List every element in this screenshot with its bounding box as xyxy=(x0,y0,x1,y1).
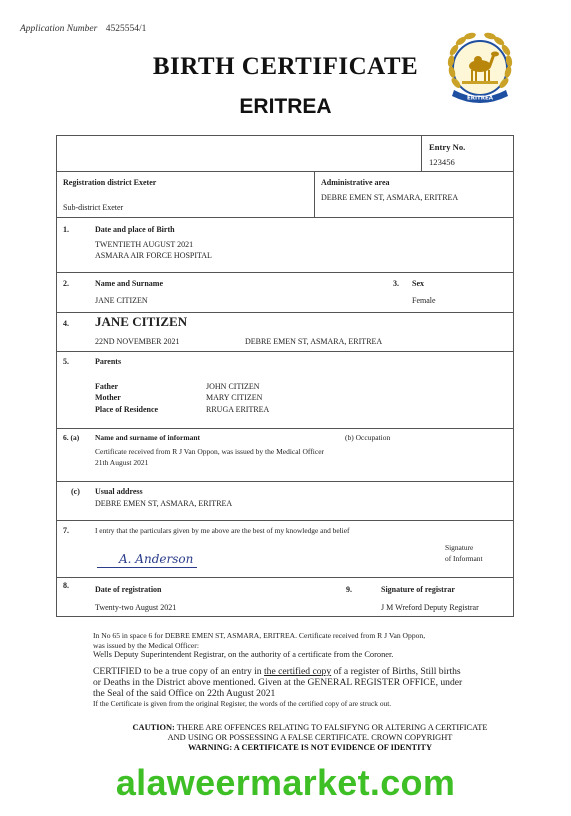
caution-text: THERE ARE OFFENCES RELATING TO FALSIFYNG OR ALTERING A CERTIFICATE xyxy=(174,723,488,732)
divider xyxy=(57,171,513,172)
registration-district: Registration district Exeter xyxy=(63,178,157,187)
divider xyxy=(57,312,513,313)
divider xyxy=(314,171,315,217)
sex-label: Sex xyxy=(412,279,424,288)
certified-line-2: or Deaths in the District above mentioned. Given at the GENERAL REGISTER OFFICE, under xyxy=(93,676,463,688)
seal-text: ERITREA xyxy=(466,95,494,102)
signature-underline xyxy=(97,567,197,568)
entry-label: Entry No. xyxy=(429,142,466,152)
informant-signature: A. Anderson xyxy=(119,552,194,566)
informant-line-2: 21th August 2021 xyxy=(95,458,149,467)
registration-date-value: Twenty-two August 2021 xyxy=(95,603,177,612)
residence-label: Place of Residence xyxy=(95,405,159,414)
sub-district: Sub-district Exeter xyxy=(63,203,124,212)
father-label: Father xyxy=(95,382,119,391)
caution-warning: WARNING: A CERTIFICATE IS NOT EVIDENCE OF IDENTITY xyxy=(187,743,433,752)
divider xyxy=(57,217,513,218)
application-label: Application Number xyxy=(20,24,98,34)
section-1-number: 1. xyxy=(63,225,69,234)
usual-address-value: DEBRE EMEN ST, ASMARA, ERITREA xyxy=(95,499,233,508)
certified-paragraph xyxy=(93,667,523,708)
mother-label: Mother xyxy=(95,393,121,402)
section-6c-number: (c) xyxy=(71,487,80,496)
divider xyxy=(421,136,422,171)
site-watermark: alaweermarket.com xyxy=(115,762,456,803)
registrar-signature-value: J M Wreford Deputy Registrar xyxy=(381,603,479,612)
divider xyxy=(57,481,513,482)
certificate-form xyxy=(56,135,514,617)
notes-line: In No 65 in space 6 for DEBRE EMEN ST, ASMARA, ERITREA. Certificate received from R J Van Oppon, xyxy=(93,631,426,640)
birth-date: TWENTIETH AUGUST 2021 xyxy=(95,240,194,249)
document-title: BIRTH CERTIFICATE xyxy=(152,53,419,80)
certified-text: of a register of Births, Still births xyxy=(331,666,461,677)
certified-line-4: If the Certificate is given from the original Register, the words of the certified copy of are struck out. xyxy=(93,699,392,709)
notes-line: Wells Deputy Superintendent Registrar, on the authority of a certificate from the Coroner. xyxy=(93,650,394,660)
child-name: JANE CITIZEN xyxy=(95,314,188,329)
birth-place: ASMARA AIR FORCE HOSPITAL xyxy=(95,251,212,260)
divider xyxy=(57,577,513,578)
certified-underlined: the certified copy xyxy=(264,666,332,677)
section-5-number: 5. xyxy=(63,357,69,366)
certified-text: CERTIFIED to be a true copy of an entry in xyxy=(93,666,265,677)
caution-line-2: AND USING OR POSSESSING A FALSE CERTIFICATE. CROWN COPYRIGHT xyxy=(167,733,453,742)
notes-line: was issued by the Medical Officer: xyxy=(93,640,199,650)
caution-block xyxy=(60,723,560,753)
section-2-number: 2. xyxy=(63,279,69,288)
birth-date-place-label: Date and place of Birth xyxy=(95,225,175,234)
admin-area-value: DEBRE EMEN ST, ASMARA, ERITREA xyxy=(321,193,459,202)
parents-label: Parents xyxy=(95,357,122,366)
section-7-number: 7. xyxy=(63,526,69,535)
informant-signature-label-2: of Informant xyxy=(445,554,483,563)
caution-line-1 xyxy=(60,723,560,733)
child-address: DEBRE EMEN ST, ASMARA, ERITREA xyxy=(245,337,383,346)
name-surname-label: Name and Surname xyxy=(95,279,164,288)
sex-value: Female xyxy=(412,296,436,305)
mother-value: MARY CITIZEN xyxy=(206,393,263,402)
section-3-number: 3. xyxy=(393,279,399,288)
registration-date-line: 22ND NOVEMBER 2021 xyxy=(95,337,180,346)
entry-value: 123456 xyxy=(429,157,455,167)
application-number xyxy=(20,24,146,34)
declaration-text: I entry that the particulars given by me above are the best of my knowledge and belief xyxy=(95,526,350,535)
registration-date-label: Date of registration xyxy=(95,585,162,594)
application-value: 4525554/1 xyxy=(105,24,147,34)
name-surname-value: JANE CITIZEN xyxy=(95,296,148,305)
occupation-label: (b) Occupation xyxy=(345,433,391,442)
registrar-signature-label: Signature of registrar xyxy=(381,585,455,594)
divider xyxy=(57,272,513,273)
divider xyxy=(57,351,513,352)
country-title: ERITREA xyxy=(239,95,332,118)
father-value: JOHN CITIZEN xyxy=(206,382,260,391)
eritrea-emblem-icon xyxy=(440,28,520,108)
admin-area-label: Administrative area xyxy=(321,178,390,187)
informant-label: Name and surname of informant xyxy=(95,433,200,442)
residence-value: RRUGA ERITREA xyxy=(206,405,270,414)
notes-paragraph-1 xyxy=(93,631,523,660)
caution-label: CAUTION: xyxy=(132,723,175,732)
informant-signature-label-1: Signature xyxy=(445,543,474,552)
section-8-number: 8. xyxy=(63,581,69,590)
section-9-number: 9. xyxy=(346,585,352,594)
divider xyxy=(57,428,513,429)
section-6a-number: 6. (a) xyxy=(63,433,80,442)
certified-line-3: the Seal of the said Office on 22th August 2021 xyxy=(93,687,276,699)
section-4-number: 4. xyxy=(63,319,69,328)
divider xyxy=(57,520,513,521)
usual-address-label: Usual address xyxy=(95,487,143,496)
informant-line-1: Certificate received from R J Van Oppon, was issued by the Medical Officer xyxy=(95,447,325,456)
